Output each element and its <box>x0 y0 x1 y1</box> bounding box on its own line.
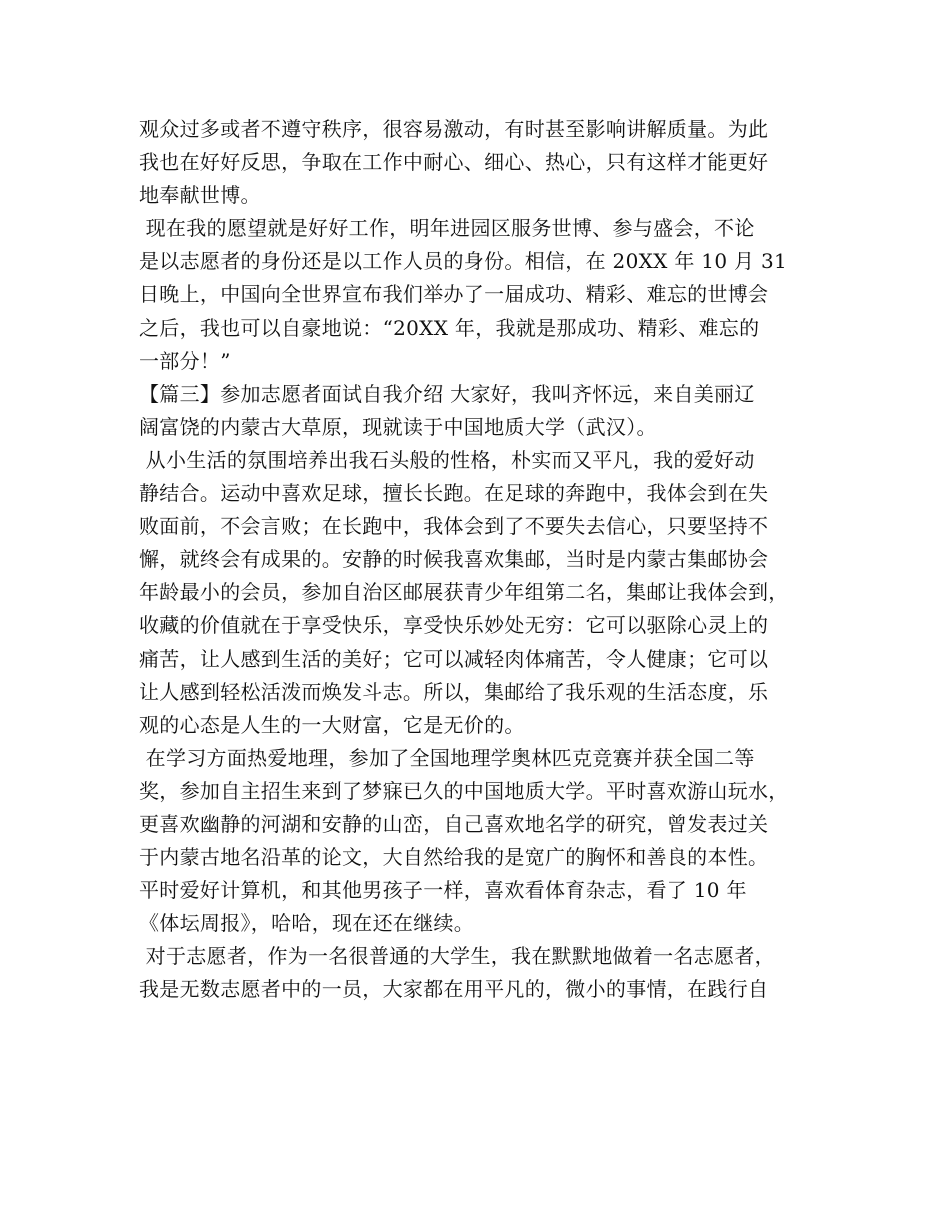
text-line: 我也在好好反思，争取在工作中耐心、细心、热心，只有这样才能更好 <box>139 150 769 175</box>
text-line: 平时爱好计算机，和其他男孩子一样，喜欢看体育杂志，看了 10 年 <box>139 878 747 903</box>
text-line: 在学习方面热爱地理，参加了全国地理学奥林匹克竞赛并获全国二等 <box>139 745 755 770</box>
text-line: 于内蒙古地名沿革的论文，大自然给我的是宽广的胸怀和善良的本性。 <box>139 845 769 870</box>
text-line: 年龄最小的会员，参加自治区邮展获青少年组第二名，集邮让我体会到， <box>139 580 789 605</box>
text-line: 阔富饶的内蒙古大草原，现就读于中国地质大学（武汉）。 <box>139 414 657 439</box>
text-line: 奖，参加自主招生来到了梦寐已久的中国地质大学。平时喜欢游山玩水， <box>139 778 789 803</box>
text-line: 【篇三】参加志愿者面试自我介绍 大家好，我叫齐怀远，来自美丽辽 <box>139 381 755 406</box>
text-line: 更喜欢幽静的河湖和安静的山峦，自己喜欢地名学的研究，曾发表过关 <box>139 811 769 836</box>
text-line: 懈，就终会有成果的。安静的时候我喜欢集邮，当时是内蒙古集邮协会 <box>139 547 769 572</box>
text-line: 之后，我也可以自豪地说：“20XX 年，我就是那成功、精彩、难忘的 <box>139 315 760 340</box>
text-line: 静结合。运动中喜欢足球，擅长长跑。在足球的奔跑中，我体会到在失 <box>139 481 769 506</box>
text-line: 地奉献世博。 <box>139 183 261 208</box>
text-line: 收藏的价值就在于享受快乐，享受快乐妙处无穷：它可以驱除心灵上的 <box>139 613 769 638</box>
document-body <box>139 113 839 1007</box>
text-line: 让人感到轻松活泼而焕发斗志。所以，集邮给了我乐观的生活态度，乐 <box>139 679 769 704</box>
text-line: 痛苦，让人感到生活的美好；它可以减轻肉体痛苦，令人健康；它可以 <box>139 646 769 671</box>
text-line: 是以志愿者的身份还是以工作人员的身份。相信，在 20XX 年 10 月 31 <box>139 249 788 274</box>
text-line: 《体坛周报》，哈哈，现在还在继续。 <box>139 911 475 936</box>
text-line: 一部分！” <box>139 348 231 373</box>
text-line: 日晚上，中国向全世界宣布我们举办了一届成功、精彩、难忘的世博会 <box>139 282 769 307</box>
text-line: 对于志愿者，作为一名很普通的大学生，我在默默地做着一名志愿者， <box>139 944 775 969</box>
text-line: 现在我的愿望就是好好工作，明年进园区服务世博、参与盛会，不论 <box>139 216 755 241</box>
text-line: 观众过多或者不遵守秩序，很容易激动，有时甚至影响讲解质量。为此 <box>139 117 769 141</box>
text-line: 我是无数志愿者中的一员，大家都在用平凡的，微小的事情，在践行自 <box>139 977 769 1002</box>
text-line: 败面前，不会言败；在长跑中，我体会到了不要失去信心，只要坚持不 <box>139 514 769 539</box>
text-line: 从小生活的氛围培养出我石头般的性格，朴实而又平凡，我的爱好动 <box>139 447 755 472</box>
text-line: 观的心态是人生的一大财富，它是无价的。 <box>139 712 525 737</box>
